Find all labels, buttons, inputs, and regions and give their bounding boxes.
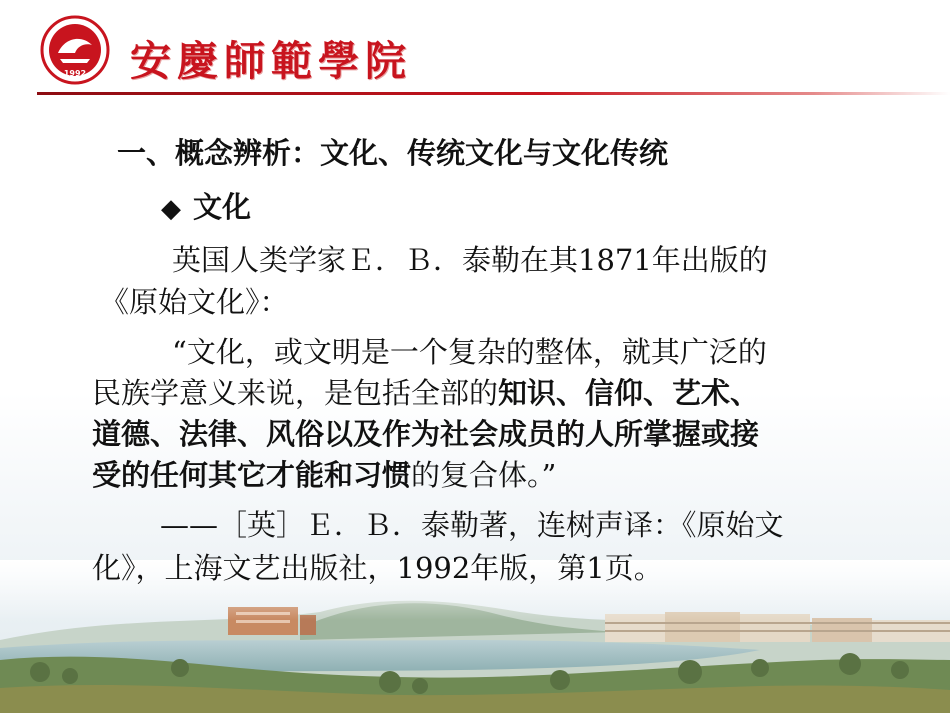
bullet-item-culture bbox=[161, 188, 251, 228]
intro-line-2: 《原始文化》： bbox=[100, 285, 289, 319]
quote-line-3-emphasis: 道德、法律、风俗以及作为社会成员的人所掌握或接 bbox=[92, 417, 760, 451]
quote-line-2-emphasis: 知识、信仰、艺术、 bbox=[498, 376, 760, 410]
school-name-logotype: 安慶師範學院 bbox=[130, 37, 412, 85]
seal-year: 1992 bbox=[63, 69, 87, 78]
school-seal-logo bbox=[20, 15, 130, 85]
bullet-label: 文化 bbox=[193, 190, 252, 224]
quote-line-2-plain: 民族学意义来说，是包括全部的 bbox=[92, 376, 499, 410]
quote-line-4-emphasis: 受的任何其它才能和习惯 bbox=[92, 458, 412, 492]
quote-line-1: “文化，或文明是一个复杂的整体，就其广泛的 bbox=[172, 335, 767, 369]
section-heading: 一、概念辨析：文化、传统文化与文化传统 bbox=[117, 136, 669, 170]
header-divider bbox=[37, 92, 950, 95]
quote-line-4 bbox=[92, 456, 556, 494]
citation-line-2: 化》，上海文艺出版社，1992年版，第1页。 bbox=[92, 551, 663, 585]
quote-line-4-plain: 的复合体。” bbox=[411, 458, 557, 492]
citation-line-1: ——［英］Ｅ．Ｂ．泰勒著，连树声译：《原始文 bbox=[160, 508, 784, 542]
slide-header bbox=[0, 0, 950, 98]
intro-line-1: 英国人类学家Ｅ．Ｂ．泰勒在其1871年出版的 bbox=[172, 243, 768, 277]
quote-line-2 bbox=[92, 374, 759, 412]
diamond-bullet-icon: ◆ bbox=[161, 194, 181, 224]
